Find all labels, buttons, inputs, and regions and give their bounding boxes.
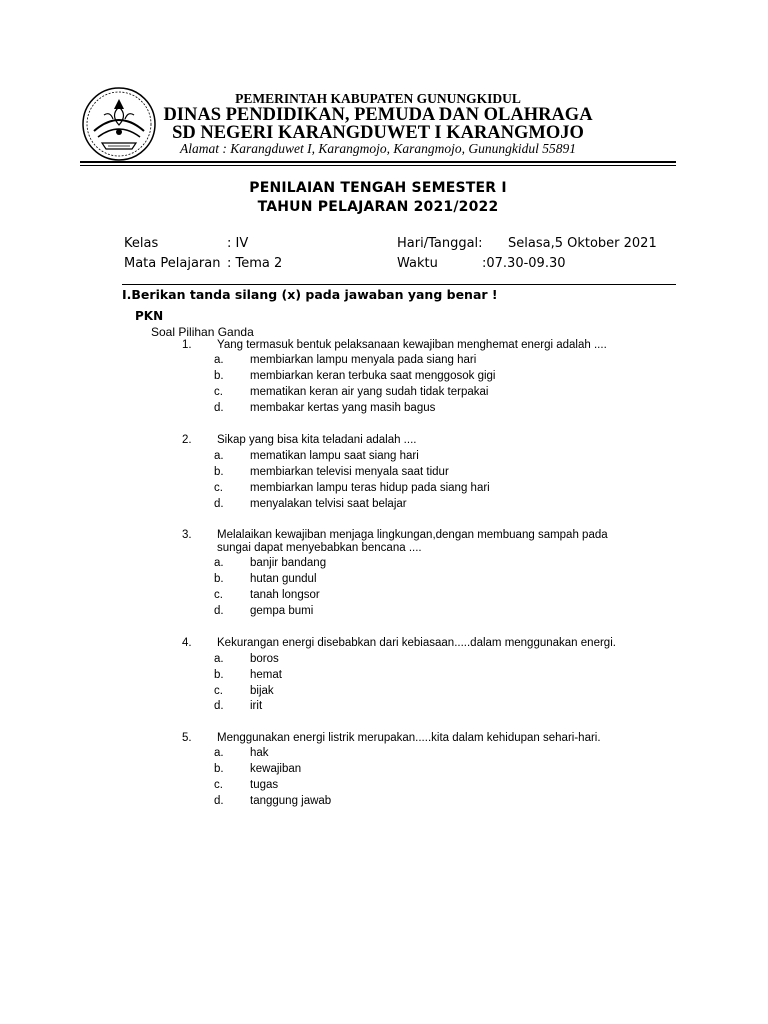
option-text: menyalakan telvisi saat belajar xyxy=(250,498,407,510)
option-letter: a. xyxy=(214,653,224,665)
option-text: membiarkan lampu menyala pada siang hari xyxy=(250,354,477,366)
option-text: bijak xyxy=(250,685,274,697)
option-letter: c. xyxy=(214,589,223,601)
option-text: membiarkan keran terbuka saat menggosok gigi xyxy=(250,370,496,382)
kelas-value: : IV xyxy=(227,236,249,251)
header-address: Alamat : Karangduwet I, Karangmojo, Karangmojo, Gunungkidul 55891 xyxy=(179,141,576,156)
option-letter: d. xyxy=(214,498,224,510)
question-text: Yang termasuk bentuk pelaksanaan kewajiban menghemat energi adalah .... xyxy=(217,339,607,351)
option-text: hemat xyxy=(250,669,282,681)
question-number: 1. xyxy=(182,339,192,351)
instruction: I.Berikan tanda silang (x) pada jawaban yang benar ! xyxy=(122,287,498,302)
tanggal-label: Hari/Tanggal: xyxy=(397,236,483,251)
question-number: 2. xyxy=(182,434,192,446)
question-text: Sikap yang bisa kita teladani adalah .... xyxy=(217,434,417,446)
option-text: irit xyxy=(250,700,263,712)
mapel-label: Mata Pelajaran xyxy=(124,256,221,271)
option-text: hak xyxy=(250,747,269,759)
option-letter: b. xyxy=(214,466,224,478)
question-text: Melalaikan kewajiban menjaga lingkungan,dengan membuang sampah pada xyxy=(217,529,608,541)
option-text: tanah longsor xyxy=(250,589,320,601)
question-text: Menggunakan energi listrik merupakan.....kita dalam kehidupan sehari-hari. xyxy=(217,732,601,744)
tanggal-value: Selasa,5 Oktober 2021 xyxy=(508,236,657,251)
exam-title: PENILAIAN TENGAH SEMESTER I xyxy=(249,180,507,196)
school-district-emblem-icon xyxy=(80,85,158,163)
option-letter: d. xyxy=(214,605,224,617)
mapel-value: : Tema 2 xyxy=(227,256,283,271)
option-text: tanggung jawab xyxy=(250,795,332,807)
option-text: mematikan lampu saat siang hari xyxy=(250,450,419,462)
header-government-line: PEMERINTAH KABUPATEN GUNUNGKIDUL xyxy=(235,91,521,106)
option-text: tugas xyxy=(250,779,279,791)
section-heading: Soal Pilihan Ganda xyxy=(151,325,254,339)
header-divider-thin xyxy=(80,165,676,166)
option-text: gempa bumi xyxy=(250,605,314,617)
waktu-label: Waktu xyxy=(397,256,438,271)
option-letter: d. xyxy=(214,402,224,414)
question-number: 4. xyxy=(182,637,192,649)
option-letter: d. xyxy=(214,795,224,807)
question-text: sungai dapat menyebabkan bencana .... xyxy=(217,542,422,554)
option-letter: b. xyxy=(214,370,224,382)
header-divider xyxy=(80,161,676,163)
question-number: 3. xyxy=(182,529,192,541)
option-text: banjir bandang xyxy=(250,557,327,569)
option-letter: c. xyxy=(214,482,223,494)
header-school-name: SD NEGERI KARANGDUWET I KARANGMOJO xyxy=(172,123,584,143)
info-divider xyxy=(122,284,676,285)
option-letter: a. xyxy=(214,557,224,569)
option-letter: c. xyxy=(214,685,223,697)
option-letter: b. xyxy=(214,763,224,775)
kelas-label: Kelas xyxy=(124,236,159,251)
option-text: kewajiban xyxy=(250,763,302,775)
header-office-line: DINAS PENDIDIKAN, PEMUDA DAN OLAHRAGA xyxy=(163,105,593,125)
question-text: Kekurangan energi disebabkan dari kebiasaan.....dalam menggunakan energi. xyxy=(217,637,616,649)
subject-heading: PKN xyxy=(135,309,164,323)
option-letter: a. xyxy=(214,450,224,462)
option-text: mematikan keran air yang sudah tidak terpakai xyxy=(250,386,489,398)
option-text: membiarkan televisi menyala saat tidur xyxy=(250,466,449,478)
option-letter: a. xyxy=(214,354,224,366)
option-text: membakar kertas yang masih bagus xyxy=(250,402,436,414)
option-letter: a. xyxy=(214,747,224,759)
question-number: 5. xyxy=(182,732,192,744)
waktu-value: :07.30-09.30 xyxy=(482,256,566,271)
academic-year: TAHUN PELAJARAN 2021/2022 xyxy=(257,199,499,215)
option-letter: c. xyxy=(214,386,223,398)
option-letter: d. xyxy=(214,700,224,712)
option-text: boros xyxy=(250,653,279,665)
option-text: hutan gundul xyxy=(250,573,317,585)
option-text: membiarkan lampu teras hidup pada siang hari xyxy=(250,482,490,494)
option-letter: b. xyxy=(214,573,224,585)
option-letter: b. xyxy=(214,669,224,681)
option-letter: c. xyxy=(214,779,223,791)
